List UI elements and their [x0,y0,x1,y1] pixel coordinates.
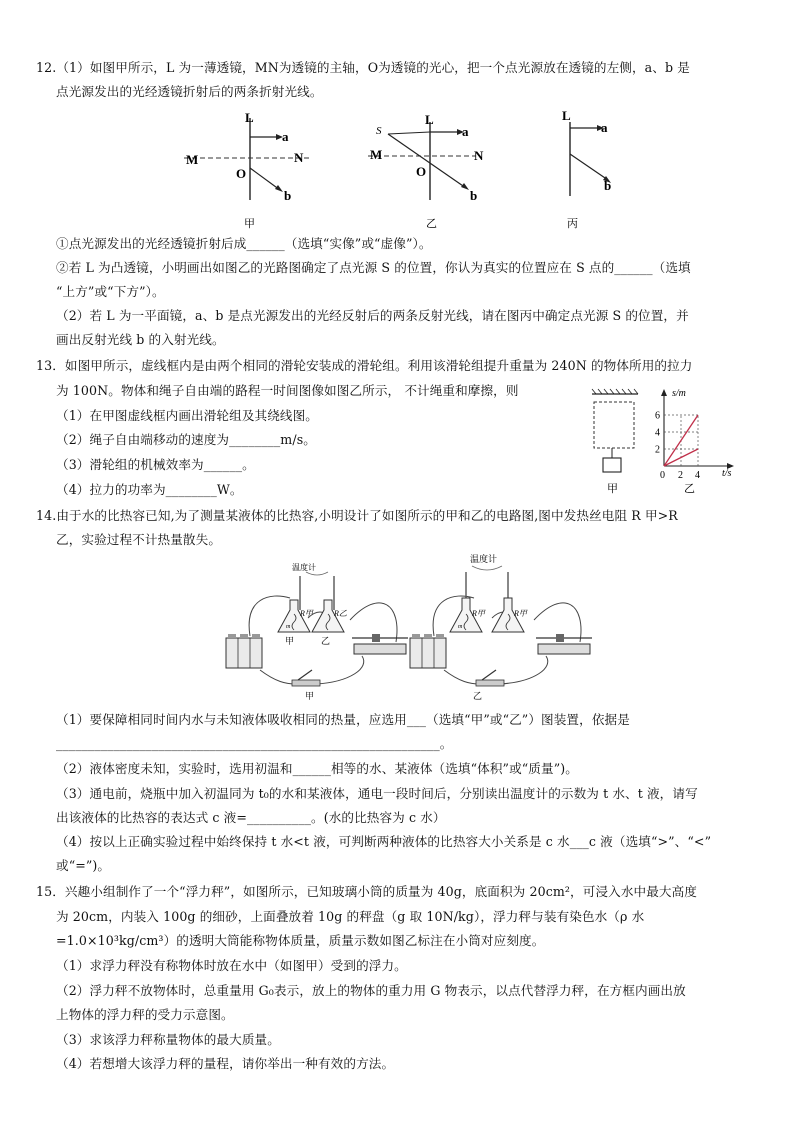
chart-y-tick-1: 4 [655,427,660,439]
q14-line-4: ____________________________________________________________。 [56,736,453,751]
svg-text:b: b [470,188,478,203]
q12-line-1: 12.（1）如图甲所示，L 为一薄透镜，MN为透镜的主轴，O为透镜的光心，把一个点光源放在透镜的左侧，a、b 是 [36,60,690,75]
q12-line-6: （2）若 L 为一平面镜，a、b 是点光源发出的光经反射后的两条反射光线，请在图丙中确定点光源 S 的位置，并 [56,308,689,323]
q12-line-5: “上方”或“下方”）。 [56,284,165,299]
svg-text:甲: 甲 [244,218,255,230]
svg-text:N: N [474,148,484,163]
q13-line-4: （2）绳子自由端移动的速度为________m/s。 [56,432,316,447]
svg-text:甲: 甲 [305,691,315,700]
st-chart [650,386,740,500]
svg-text:R甲: R甲 [472,609,485,618]
svg-text:S: S [376,125,382,137]
q14-line-6: （3）通电前，烧瓶中加入初温同为 t₀的水和某液体，通电一段时间后，分别读出温度计的示数为 t 水、t 液，请写 [56,786,698,801]
circuit-figure-yi [404,552,594,700]
q12-line-2: 点光源发出的光经透镜折射后的两条折射光线。 [56,84,323,99]
q15-line-1: 15．兴趣小组制作了一个“浮力秤”，如图所示，已知玻璃小筒的质量为 40g，底面积为 20cm²，可浸入水中最大高度 [36,884,697,899]
svg-text:m: m [458,624,463,630]
svg-text:m: m [286,624,291,630]
svg-text:L: L [562,108,571,123]
q15-line-5: （2）浮力秤不放物体时，总重量用 G₀表示，放上的物体的重力用 G 物表示，以点代替浮力秤，在方框内画出放 [56,983,686,998]
svg-text:b: b [284,188,292,203]
q13-line-1: 13．如图甲所示，虚线框内是由两个相同的滑轮安装成的滑轮组。利用该滑轮组提升重量为 240N 的物体所用的拉力 [36,358,693,373]
svg-text:乙: 乙 [473,691,483,700]
lens-figure-yi [368,108,498,233]
svg-text:温度计: 温度计 [292,563,316,572]
chart-y-label: s/m [672,388,686,399]
pulley-figure-jia [590,388,644,500]
q13-line-2: 为 100N。物体和绳子自由端的路程一时间图像如图乙所示， 不计绳重和摩擦，则 [56,383,519,398]
chart-series-line-0 [664,415,698,466]
svg-text:M: M [186,152,199,167]
lens-figure-jia [184,108,314,233]
q15-line-6: 上物体的浮力秤的受力示意图。 [56,1007,234,1022]
svg-text:甲: 甲 [607,483,618,495]
svg-text:丙: 丙 [567,218,578,230]
label-L: L [245,110,254,125]
svg-text:温度计: 温度计 [470,554,498,564]
q15-line-8: （4）若想增大该浮力秤的量程，请你举出一种有效的方法。 [56,1056,395,1071]
q15-line-4: （1）求浮力秤没有称物体时放在水中（如图甲）受到的浮力。 [56,958,407,973]
q15-line-7: （3）求该浮力秤称量物体的最大质量。 [56,1032,280,1047]
q15-line-3: =1.0×10³kg/cm³）的透明大筒能称物体质量，质量示数如图乙标注在小筒对应刻度。 [56,933,545,948]
svg-text:a: a [462,124,469,139]
svg-text:L: L [425,112,434,127]
svg-text:M: M [370,147,383,162]
svg-text:R甲: R甲 [514,609,527,618]
chart-x-label: t/s [722,468,732,479]
q12-line-3: ①点光源发出的光经透镜折射后成______（选填“实像”或“虚像”）。 [56,236,432,251]
svg-text:甲: 甲 [285,636,295,646]
q15-line-2: 为 20cm，内装入 100g 的细砂，上面叠放着 10g 的秤盘（g 取 10N/kg），浮力秤与装有染色水（ρ 水 [56,909,645,924]
mirror-figure-bing [548,108,638,233]
q14-line-5: （2）液体密度未知，实验时，选用初温和______相等的水、某液体（选填“体积”或“质量”)。 [56,761,578,776]
svg-text:a: a [601,120,608,135]
svg-text:O: O [416,164,427,179]
chart-x-tick-0: 0 [660,470,665,481]
q12-line-7: 画出反射光线 b 的入射光线。 [56,332,225,347]
chart-x-tick-2: 4 [695,470,700,481]
chart-y-tick-0: 2 [655,444,660,456]
svg-text:N: N [294,150,304,165]
svg-text:乙: 乙 [684,483,695,495]
chart-y-tick-2: 6 [655,410,660,422]
q12-line-4: ②若 L 为凸透镜，小明画出如图乙的光路图确定了点光源 S 的位置，你认为真实的位置应在 S 点的______（选填 [56,260,691,275]
svg-text:a: a [282,129,289,144]
q14-line-3: （1）要保障相同时间内水与未知液体吸收相同的热量，应选用___（选填“甲”或“乙”）图装置，依据是 [56,712,630,727]
q14-line-2: 乙，实验过程不计热量散失。 [56,532,222,547]
svg-text:R乙: R乙 [334,609,347,618]
svg-text:O: O [236,166,247,181]
svg-text:b: b [604,178,612,193]
circuit-figure-jia [220,558,410,700]
q14-line-8: （4）按以上正确实验过程中始终保持 t 水<t 液，可判断两种液体的比热容大小关系是 c 水___c 液（选填“>”、“<” [56,834,712,849]
svg-text:乙: 乙 [426,218,437,230]
q13-line-5: （3）滑轮组的机械效率为______。 [56,457,255,472]
q14-line-9: 或“=”)。 [56,858,111,873]
q14-line-1: 14.由于水的比热容已知,为了测量某液体的比热容,小明设计了如图所示的甲和乙的电路图,图中发热丝电阻 R 甲>R [36,508,678,523]
q14-line-7: 出该液体的比热容的表达式 c 液=__________。(水的比热容为 c 水） [56,810,446,825]
svg-text:乙: 乙 [321,636,331,646]
q13-line-6: （4）拉力的功率为________W。 [56,482,243,497]
chart-x-tick-1: 2 [678,470,683,481]
svg-text:R甲: R甲 [300,609,313,618]
q13-line-3: （1）在甲图虚线框内画出滑轮组及其绕线图。 [56,408,318,423]
